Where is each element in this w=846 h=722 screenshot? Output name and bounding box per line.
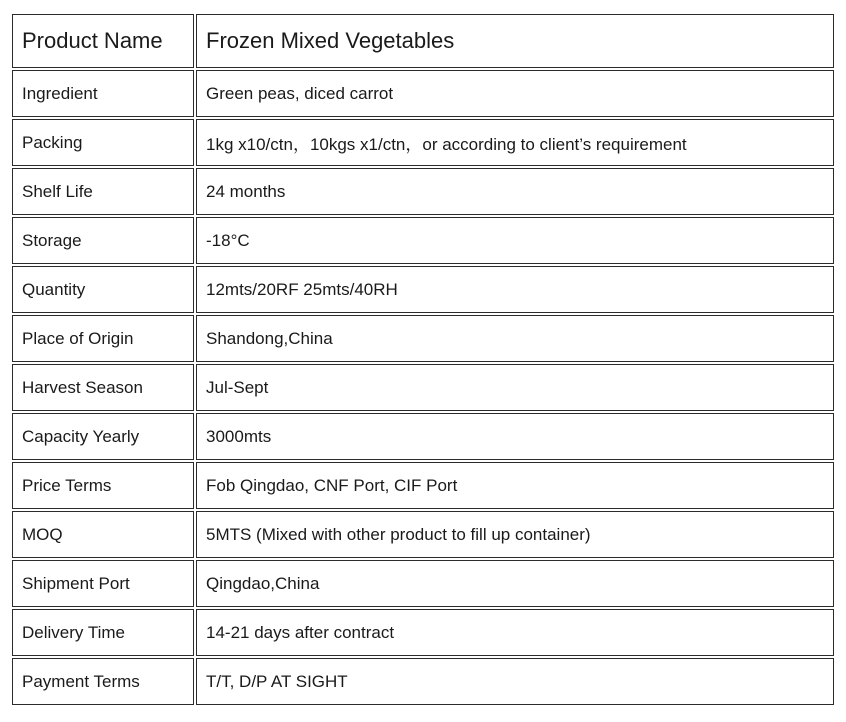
header-value-cell: Frozen Mixed Vegetables (196, 14, 834, 68)
row-label-cell: Price Terms (12, 462, 194, 509)
row-label-cell: Quantity (12, 266, 194, 313)
table-row (12, 462, 834, 509)
row-label-cell: Delivery Time (12, 609, 194, 656)
table-row (12, 119, 834, 166)
spec-table-body (12, 14, 834, 705)
row-value-cell: 3000mts (196, 413, 834, 460)
table-row (12, 266, 834, 313)
row-value-cell: T/T, D/P AT SIGHT (196, 658, 834, 705)
row-value-cell: 12mts/20RF 25mts/40RH (196, 266, 834, 313)
table-row (12, 560, 834, 607)
row-label-cell: Storage (12, 217, 194, 264)
row-value-cell: Qingdao,China (196, 560, 834, 607)
row-value-cell: 5MTS (Mixed with other product to fill up container) (196, 511, 834, 558)
row-label-cell: Payment Terms (12, 658, 194, 705)
product-spec-table (10, 12, 836, 707)
header-label-cell: Product Name (12, 14, 194, 68)
row-label-cell: Place of Origin (12, 315, 194, 362)
row-value-cell: Green peas, diced carrot (196, 70, 834, 117)
table-row (12, 70, 834, 117)
row-label-cell: Harvest Season (12, 364, 194, 411)
table-row (12, 609, 834, 656)
table-row (12, 511, 834, 558)
table-row (12, 315, 834, 362)
table-row (12, 658, 834, 705)
row-label-cell: Packing (12, 119, 194, 166)
row-value-cell: Jul-Sept (196, 364, 834, 411)
row-label-cell: MOQ (12, 511, 194, 558)
row-value-cell: Fob Qingdao, CNF Port, CIF Port (196, 462, 834, 509)
table-row (12, 364, 834, 411)
row-value-cell: 1kg x10/ctn，10kgs x1/ctn，or according to client’s requirement (196, 119, 834, 166)
table-header-row (12, 14, 834, 68)
row-label-cell: Shelf Life (12, 168, 194, 215)
row-value-cell: Shandong,China (196, 315, 834, 362)
table-row (12, 168, 834, 215)
table-row (12, 413, 834, 460)
row-label-cell: Shipment Port (12, 560, 194, 607)
row-label-cell: Ingredient (12, 70, 194, 117)
row-value-cell: 14-21 days after contract (196, 609, 834, 656)
row-value-cell: 24 months (196, 168, 834, 215)
row-value-cell: -18°C (196, 217, 834, 264)
table-row (12, 217, 834, 264)
row-label-cell: Capacity Yearly (12, 413, 194, 460)
